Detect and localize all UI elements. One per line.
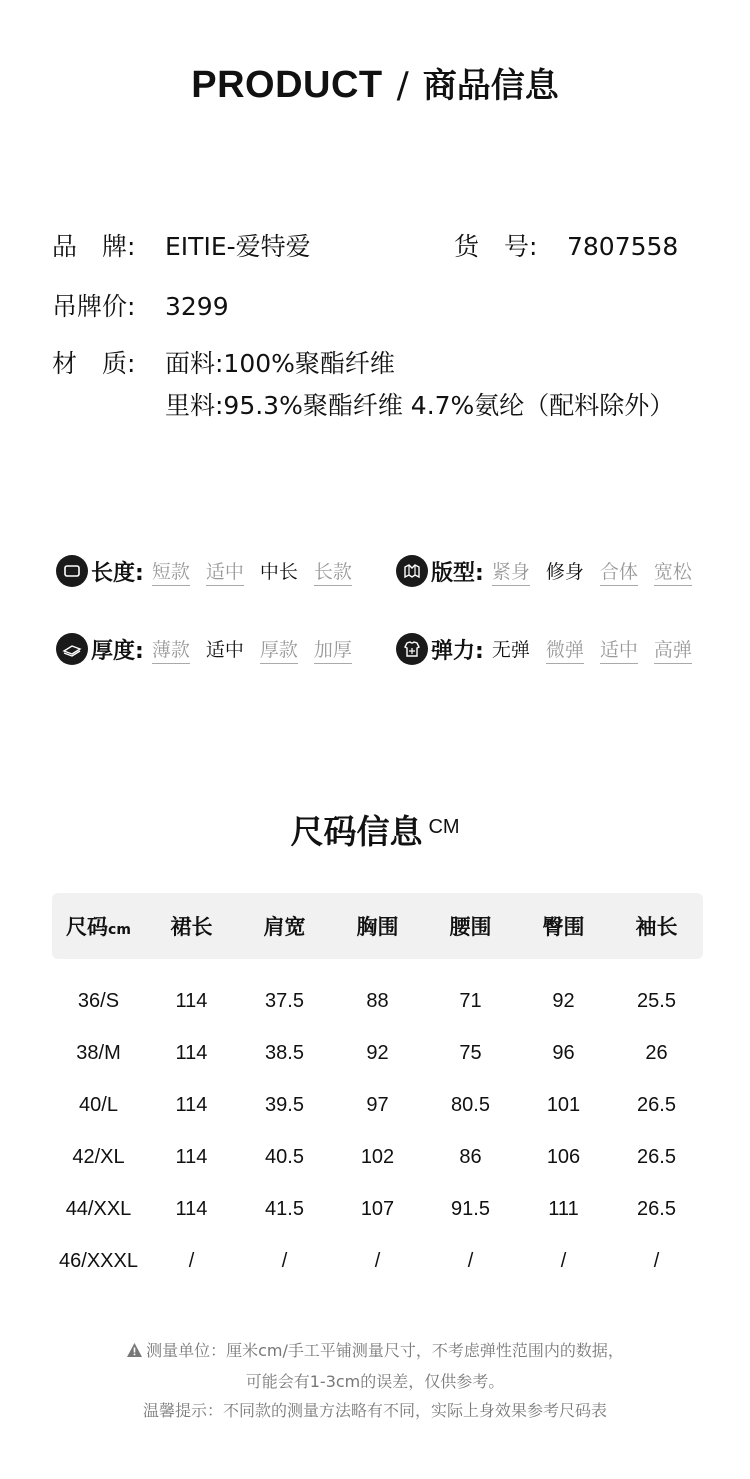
table-row	[52, 1027, 703, 1079]
table-row	[52, 1183, 703, 1235]
attr-option: 厚款	[260, 635, 298, 664]
note-text-1: 测量单位：厘米cm/手工平铺测量尺寸，不考虑弹性范围内的数据，	[146, 1341, 624, 1360]
fit-icon	[396, 555, 428, 587]
attr-option: 适中	[600, 635, 638, 664]
table-cell: 71	[459, 989, 482, 1012]
title-slash: /	[396, 65, 409, 106]
note-line-3: 温馨提示：不同款的测量方法略有不同，实际上身效果参考尺码表	[142, 1401, 607, 1420]
attr-option: 高弹	[654, 635, 692, 664]
attr-length	[56, 555, 352, 587]
measurement-notes	[0, 1336, 750, 1425]
table-cell: /	[560, 1249, 567, 1272]
table-cell: 37.5	[265, 989, 304, 1012]
header-size-text: 尺码	[66, 915, 109, 939]
material-lining-row	[165, 386, 674, 422]
table-cell: 106	[546, 1145, 581, 1168]
thickness-icon	[56, 633, 88, 665]
header-cell: 胸围	[356, 915, 399, 939]
table-row	[52, 1079, 703, 1131]
table-cell: 75	[459, 1041, 482, 1064]
table-cell: 46/XXXL	[59, 1249, 138, 1272]
table-cell: 114	[175, 1041, 208, 1064]
material-label: 材 质:	[52, 349, 136, 378]
attr-elasticity	[396, 633, 692, 665]
table-cell: /	[467, 1249, 474, 1272]
price-value: 3299	[165, 292, 229, 321]
attr-option: 长款	[314, 557, 352, 586]
attr-option-selected: 适中	[205, 638, 244, 661]
attr-label: 弹力:	[431, 638, 484, 664]
table-cell: /	[188, 1249, 195, 1272]
attr-label: 厚度:	[91, 638, 144, 664]
material-row	[52, 344, 395, 380]
attr-fit	[396, 555, 692, 587]
elasticity-icon	[396, 633, 428, 665]
table-cell: 26.5	[637, 1197, 676, 1220]
header-cell: 臀围	[542, 915, 585, 939]
title-english: PRODUCT	[191, 64, 383, 106]
table-cell: 80.5	[451, 1093, 490, 1116]
header-cell-size	[52, 911, 145, 941]
table-cell: 92	[552, 989, 575, 1012]
header-cell: 肩宽	[263, 915, 306, 939]
attr-label: 长度:	[91, 560, 144, 586]
sku-value: 7807558	[567, 232, 679, 261]
brand-value: EITIE-爱特爱	[165, 232, 311, 261]
size-title-text: 尺码信息	[290, 812, 423, 851]
table-cell: 92	[366, 1041, 389, 1064]
price-row	[52, 287, 229, 323]
table-cell: 114	[175, 1197, 208, 1220]
attr-option-selected: 无弹	[491, 638, 530, 661]
attr-option: 适中	[206, 557, 244, 586]
size-table	[52, 893, 703, 1287]
table-cell: 40/L	[79, 1093, 118, 1116]
table-row	[52, 1131, 703, 1183]
table-cell: 38.5	[265, 1041, 304, 1064]
table-cell: 36/S	[77, 989, 120, 1012]
table-cell: /	[281, 1249, 288, 1272]
attr-label: 版型:	[431, 560, 484, 586]
attr-option: 宽松	[654, 557, 692, 586]
table-cell: 114	[175, 1093, 208, 1116]
table-cell: 39.5	[265, 1093, 304, 1116]
attr-thickness	[56, 633, 352, 665]
attr-option-selected: 修身	[545, 560, 584, 583]
table-cell: 111	[548, 1197, 579, 1220]
header-cell: 袖长	[635, 915, 678, 939]
table-cell: 114	[175, 1145, 208, 1168]
table-cell: 41.5	[265, 1197, 304, 1220]
title-chinese: 商品信息	[422, 66, 559, 106]
table-cell: 102	[360, 1145, 395, 1168]
attr-option: 加厚	[314, 635, 352, 664]
sku-label: 货 号:	[454, 232, 538, 261]
attr-option-selected: 中长	[259, 560, 298, 583]
table-row	[52, 1235, 703, 1287]
table-header	[52, 893, 703, 959]
table-row	[52, 975, 703, 1027]
table-cell: 44/XXL	[65, 1197, 132, 1220]
table-cell: /	[653, 1249, 660, 1272]
attr-option: 紧身	[492, 557, 530, 586]
table-cell: 26.5	[637, 1093, 676, 1116]
table-cell: /	[374, 1249, 381, 1272]
table-cell: 97	[366, 1093, 389, 1116]
note-line-1	[0, 1336, 750, 1367]
material-lining: 里料:95.3%聚酯纤维 4.7%氨纶（配料除外）	[165, 391, 675, 420]
size-section-title	[0, 806, 750, 853]
page-header	[0, 58, 750, 107]
header-size-unit: cm	[108, 922, 131, 938]
table-body	[52, 959, 703, 1287]
warning-icon	[126, 1338, 143, 1367]
attr-option: 微弹	[546, 635, 584, 664]
brand-row	[52, 227, 311, 263]
table-cell: 40.5	[265, 1145, 304, 1168]
price-label: 吊牌价:	[52, 292, 136, 321]
table-cell: 42/XL	[72, 1145, 125, 1168]
table-cell: 107	[360, 1197, 395, 1220]
table-cell: 101	[546, 1093, 581, 1116]
table-cell: 38/M	[76, 1041, 121, 1064]
table-cell: 26.5	[637, 1145, 676, 1168]
material-fabric: 面料:100%聚酯纤维	[165, 349, 395, 378]
header-cell: 腰围	[449, 915, 492, 939]
sku-row	[454, 227, 678, 263]
length-icon	[56, 555, 88, 587]
table-cell: 114	[175, 989, 208, 1012]
note-line-2: 可能会有1-3cm的误差，仅供参考。	[245, 1372, 505, 1391]
table-cell: 86	[459, 1145, 482, 1168]
table-cell: 91.5	[451, 1197, 490, 1220]
table-cell: 25.5	[637, 989, 676, 1012]
attr-option: 短款	[152, 557, 190, 586]
attr-option: 薄款	[152, 635, 190, 664]
header-cell: 裙长	[170, 915, 213, 939]
table-cell: 26	[645, 1041, 668, 1064]
table-cell: 96	[552, 1041, 575, 1064]
brand-label: 品 牌:	[52, 232, 136, 261]
table-cell: 88	[366, 989, 389, 1012]
attr-option: 合体	[600, 557, 638, 586]
size-title-unit: CM	[428, 816, 460, 838]
